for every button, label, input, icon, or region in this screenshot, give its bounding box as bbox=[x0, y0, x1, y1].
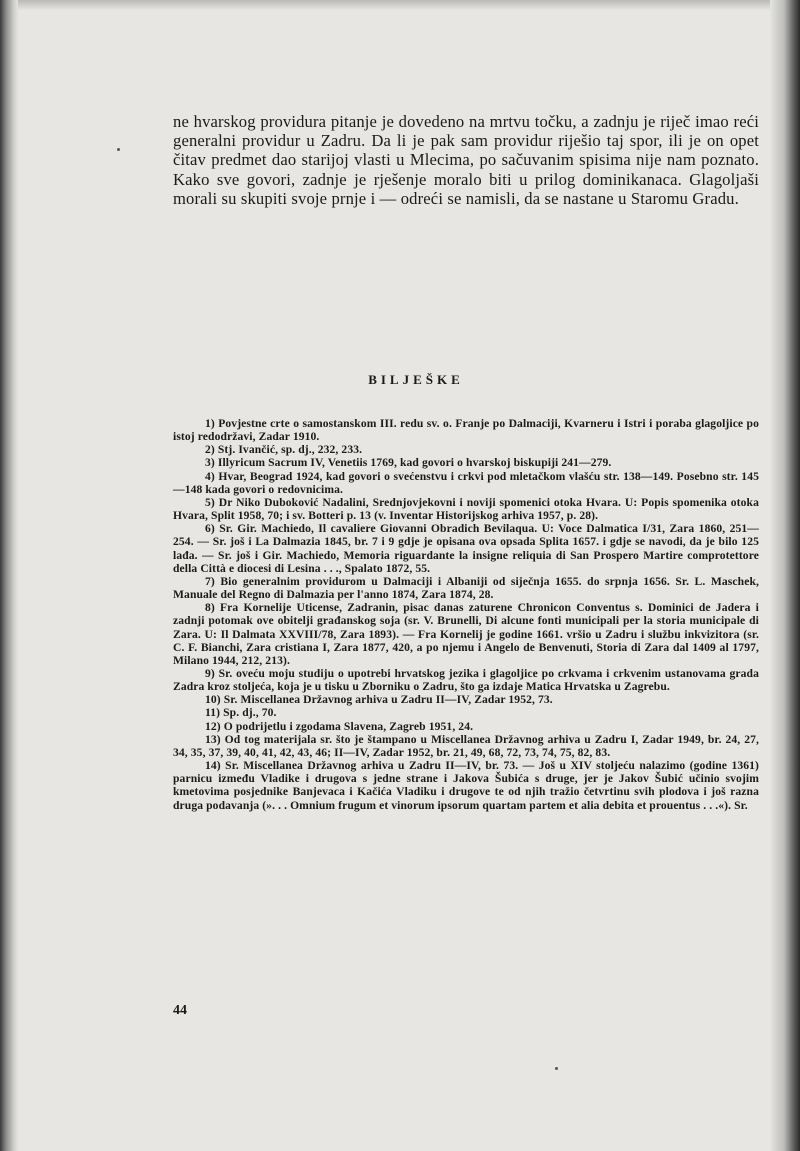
scan-speck bbox=[555, 1067, 558, 1070]
footnote: 12) O podrijetlu i zgodama Slavena, Zagreb 1951, 24. bbox=[205, 719, 474, 733]
footnote: 1) Povjestne crte o samostanskom III. redu sv. o. Franje po Dalmaciji, Kvarneru i Istri i poraba glagoljice po istoj redodržavi, Zadar 1910. bbox=[173, 417, 759, 444]
scan-speck bbox=[117, 148, 120, 151]
notes-heading: BILJEŠKE bbox=[368, 372, 464, 387]
footnote: 13) Od tog materijala sr. što je štampano u Miscellanea Državnog arhiva u Zadru I, Zadar 1949, br. 24, 27, 34, 35, 37, 39, 40, 41, 42, 43, 46; II—IV, Zadar 1952, br. 21, 49, 68, 72, 73, 74, 75, 82, 83. bbox=[173, 732, 759, 759]
footnote: 14) Sr. Miscellanea Državnog arhiva u Zadru II—IV, br. 73. — Još u XIV stoljeću nalazimo (godine 1361) parnicu između Vladike i drugova s jedne strane i Jakova Šubića s druge, jer je Jakov Šubić učinio svojim kmetovima posjednike Banjevaca i Kačića Vladiku i drugove te od njih tražio četvrtinu svih plodova i još razna druga podavanja (». . . Omnium frugum et vinorum ipsorum quartam partem et alia debita et prouentus . . .«). Sr. bbox=[173, 759, 759, 812]
footnote: 11) Sp. dj., 70. bbox=[205, 706, 277, 720]
body-text bbox=[173, 112, 759, 208]
footnotes bbox=[173, 417, 759, 812]
footnote: 9) Sr. oveću moju studiju o upotrebi hrvatskog jezika i glagoljice po crkvama i crkvenim ustanovama grada Zadra kroz stoljeća, koja je u tisku u Zborniku o Zadru, što ga izdaje Matica Hrvatska u Zagrebu. bbox=[173, 666, 759, 694]
footnote: 7) Bio generalnim providurom u Dalmaciji i Albaniji od siječnja 1655. do srpnja 1656. Sr. L. Maschek, Manuale del Regno di Dalmazia per l'anno 1874, Zara 1874, 28. bbox=[173, 574, 759, 602]
footnote: 6) Sr. Gir. Machiedo, Il cavaliere Giovanni Obradich Bevilaqua. U: Voce Dalmatica I/31, Zara 1860, 251—254. — Sr. još i La Dalmazia 1845, br. 7 i 9 gdje je opisana ova opsada Splita 1657. i gdje se navodi, da je bilo 125 lađa. — Sr. još i Gir. Machiedo, Memoria riguardante la insigne reliquia di San Prospero Martire comprotettore della Città e diocesi di Lesina . . ., Spalato 1872, 55. bbox=[173, 522, 759, 575]
footnote: 3) Illyricum Sacrum IV, Venetiis 1769, kad govori o hvarskoj biskupiji 241—279. bbox=[205, 456, 612, 470]
page-top-edge bbox=[0, 0, 800, 10]
footnote: 8) Fra Kornelije Uticense, Zadranin, pisac danas zaturene Chronicon Conventus s. Dominici de Jadera i zadnji potomak ove obitelji građanskog soja (sr. V. Brunelli, Di alcune fonti municipali per la storia municipale di Zara. U: Il Dalmata XXVIII/78, Zara 1893). — Fra Kornelij je godine 1661. vršio u Zadru i službu inkvizitora (sr. C. F. Bianchi, Zara cristiana I, Zara 1877, 420, a po njemu i Angelo de Benvenuti, Storia di Zara dal 1409 al 1797, Milano 1944, 212, 213). bbox=[173, 601, 759, 667]
body-paragraph: ne hvarskog providura pitanje je dovedeno na mrtvu točku, a zadnju je riječ imao reći generalni providur u Zadru. Da li je pak sam providur riješio taj spor, ili je on opet čitav predmet dao starijoj vlasti u Mlecima, po sačuvanim spisima nije nam poznato. Kako sve govori, zadnje je rješenje moralo biti u prilog dominikanaca. Glagoljaši morali su skupiti svoje prnje i — odreći se namisli, da se nastane u Staromu Gradu. bbox=[173, 112, 759, 208]
footnote: 4) Hvar, Beograd 1924, kad govori o svećenstvu i crkvi pod mletačkom vlašću str. 138—149. Posebno str. 145—148 kada govori o redovnicima. bbox=[173, 469, 759, 496]
footnote: 2) Stj. Ivančić, sp. dj., 232, 233. bbox=[205, 443, 363, 457]
book-gutter-left bbox=[0, 0, 18, 1151]
page-number: 44 bbox=[173, 1003, 187, 1018]
footnote: 10) Sr. Miscellanea Državnog arhiva u Zadru II—IV, Zadar 1952, 73. bbox=[205, 693, 553, 707]
footnote: 5) Dr Niko Duboković Nadalini, Srednjovjekovni i noviji spomenici otoka Hvara. U: Popis spomenika otoka Hvara, Split 1958, 70; i sv. Botteri p. 13 (v. Inventar Historijskog arhiva 1957, p. 28). bbox=[173, 495, 759, 523]
book-edge-right bbox=[770, 0, 800, 1151]
